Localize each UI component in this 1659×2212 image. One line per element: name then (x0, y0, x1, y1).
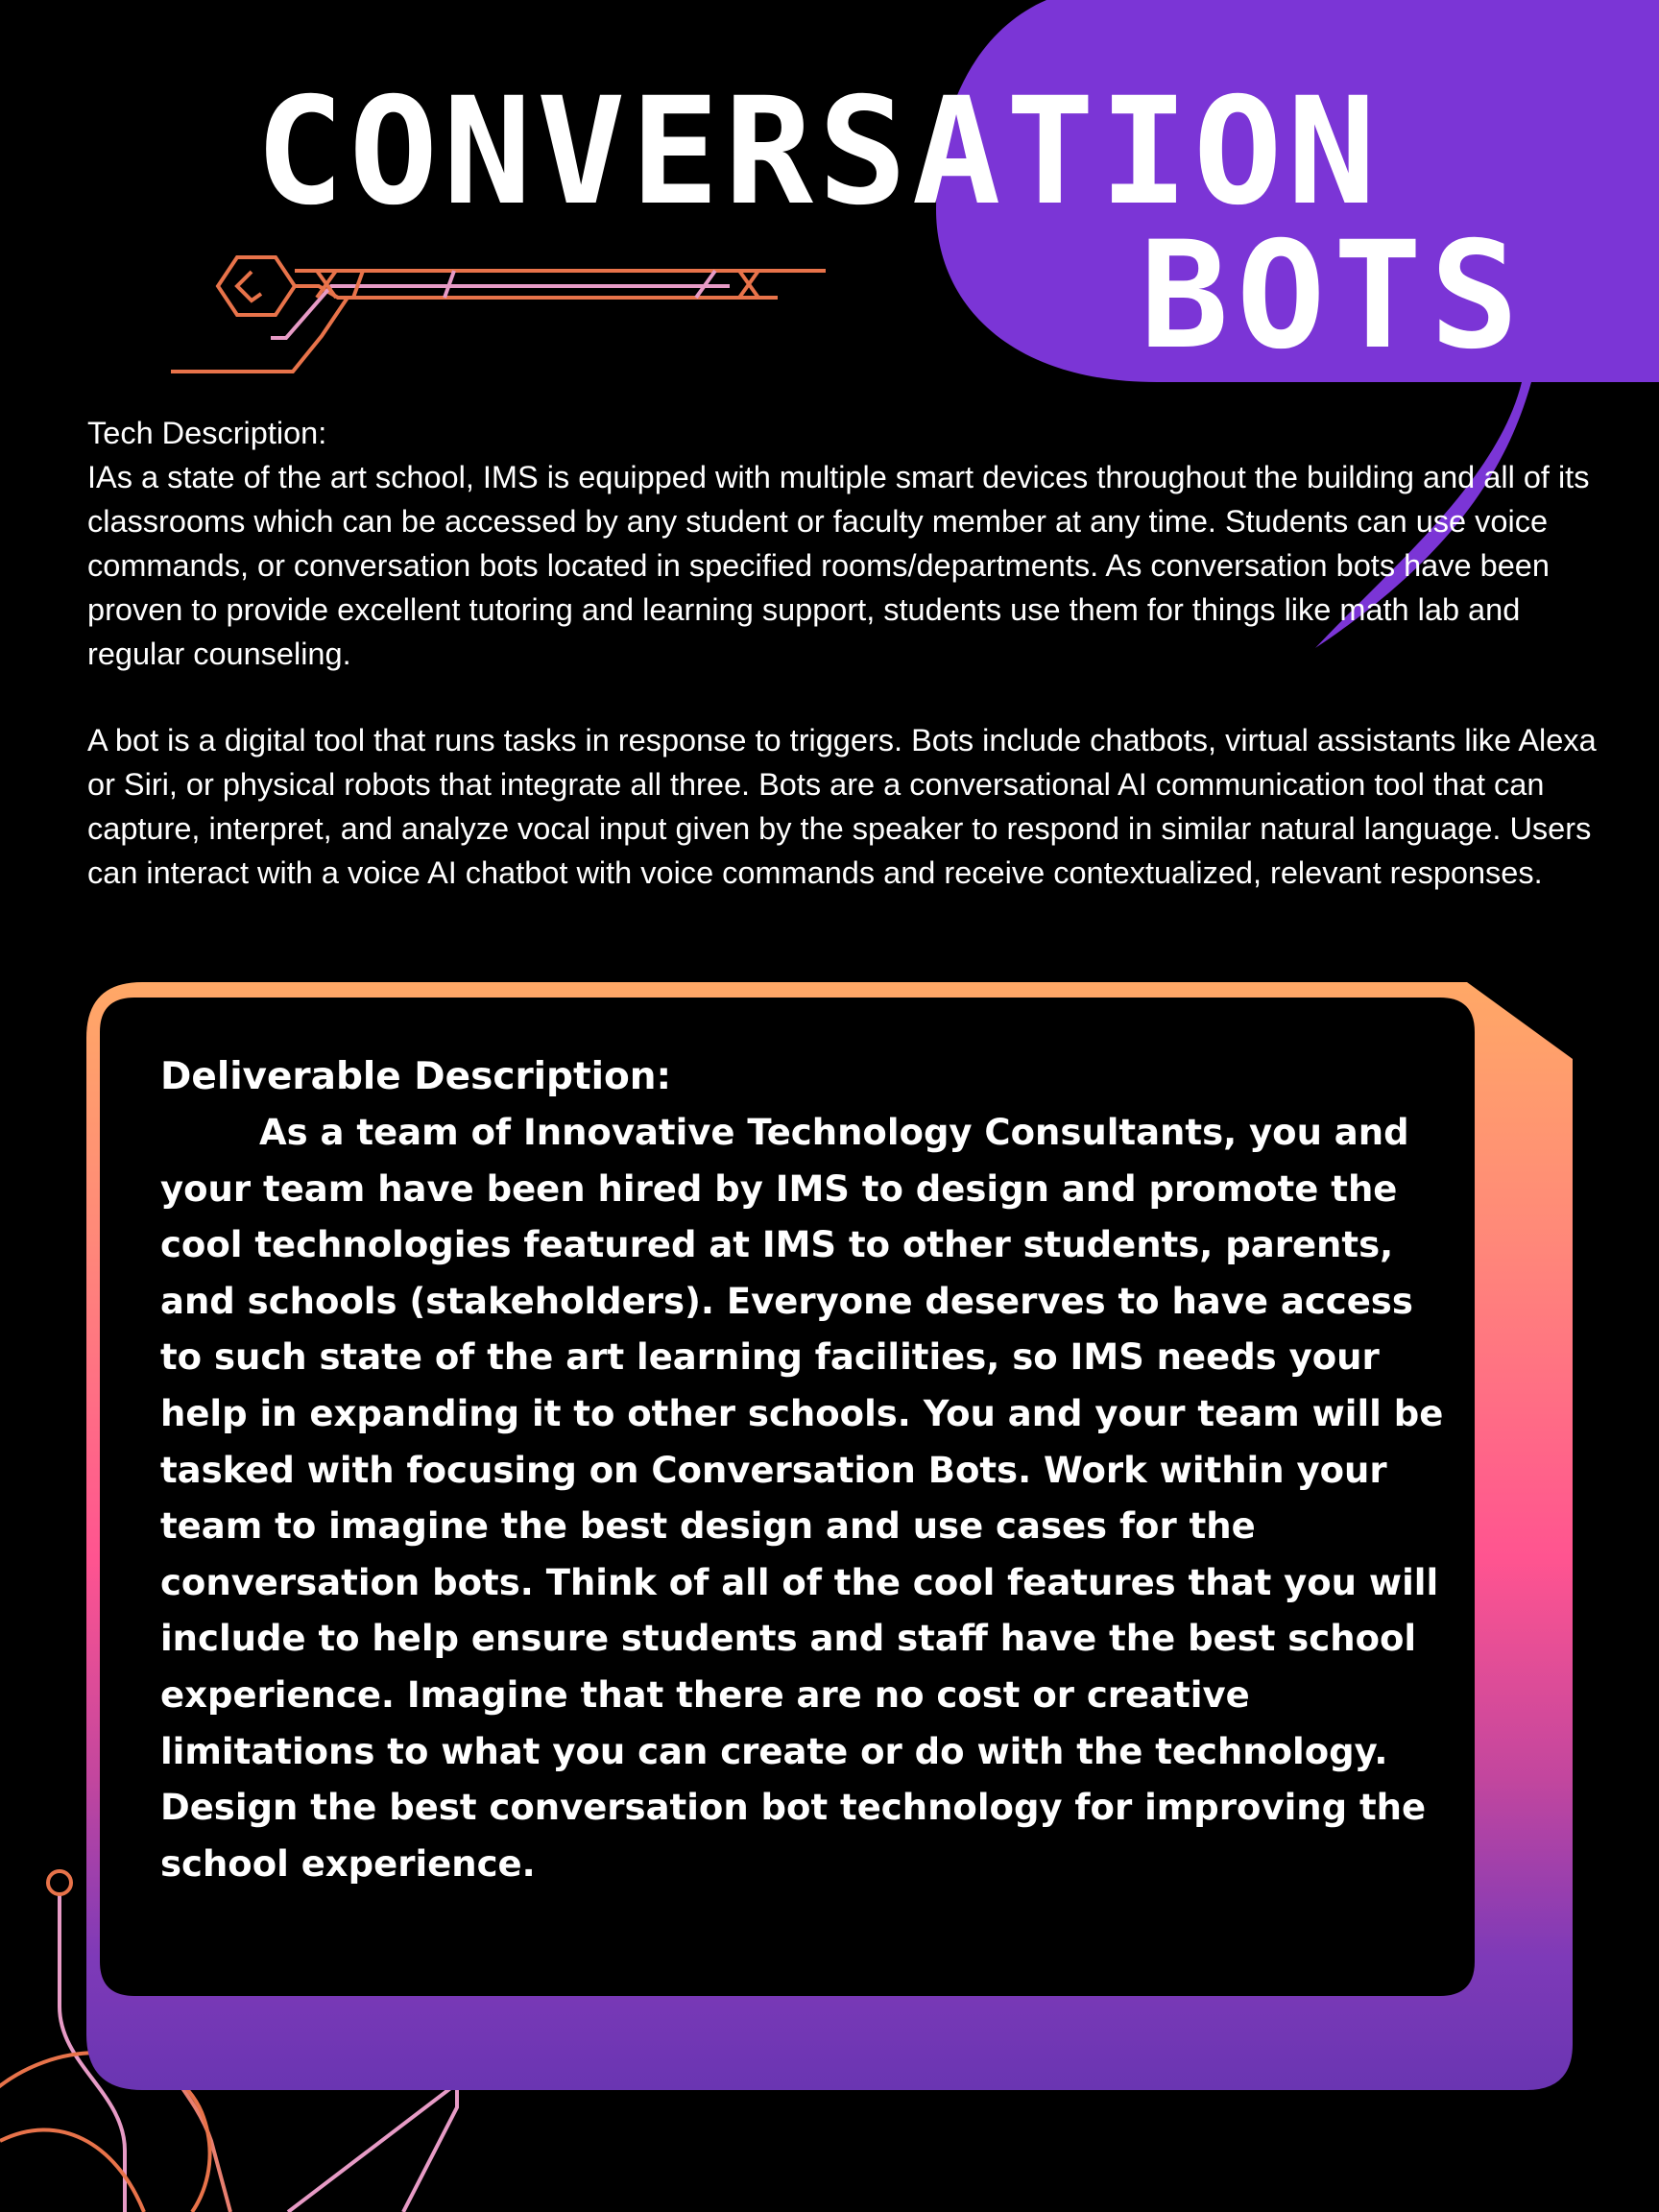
tech-description-paragraph-2: A bot is a digital tool that runs tasks in response to triggers. Bots include chatbots, virtual assistants like Alexa or Siri, or physical robots that integrate all three. Bots are a conversational AI communication tool that can capture, interpret, and analyze vocal input given by the speaker to respond in similar natural language. Users can interact with a voice AI chatbot with voice commands and receive contextualized, relevant responses. (87, 723, 1597, 890)
tech-description-heading: Tech Description: (87, 416, 327, 450)
tech-description-paragraph-1: IAs a state of the art school, IMS is equipped with multiple smart devices throughout the building and all of its classrooms which can be accessed by any student or faculty member at any time. Students can use voice commands, or conversation bots located in specified rooms/departments. As conversation bots have been proven to provide excellent tutoring and learning support, students use them for things like math lab and regular counseling. (87, 460, 1590, 671)
title-line-1: CONVERSATION (254, 66, 1382, 238)
deliverable-heading: Deliverable Description: (160, 1055, 672, 1098)
deliverable-section (160, 1049, 1447, 1892)
deliverable-body: As a team of Innovative Technology Consultants, you and your team have been hired by IMS to design and promote the cool technologies featured at IMS to other students, parents, and schools (stakeholders). Everyone deserves to have access to such state of the art learning facilities, so IMS needs your help in expanding it to other schools. You and your team will be tasked with focusing on Conversation Bots. Work within your team to imagine the best design and use cases for the conversation bots. Think of all of the cool features that you will include to help ensure students and staff have the best school experience. Imagine that there are no cost or creative limitations to what you can create or do with the technology. Design the best conversation bot technology for improving the school experience. (160, 1112, 1444, 1885)
title-line-2: BOTS (1140, 210, 1527, 382)
circuit-decoration-top (171, 257, 826, 372)
